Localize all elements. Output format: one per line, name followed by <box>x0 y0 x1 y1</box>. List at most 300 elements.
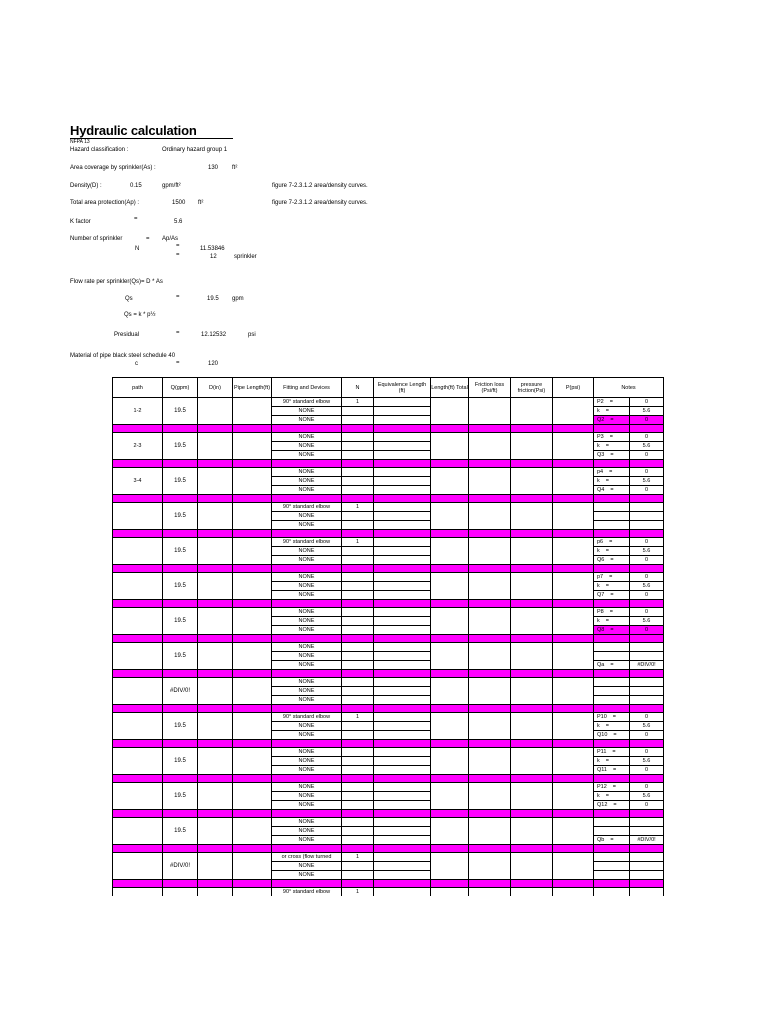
separator-cell <box>469 495 511 503</box>
note-equals: = <box>613 802 617 808</box>
sprinkler-count-formula: Ap/As <box>162 236 179 242</box>
flow-rate-label: Flow rate per sprinkler(Qs)= D * As <box>70 279 163 285</box>
note-symbol: k <box>597 758 600 764</box>
sprinkler-n-eq-2: = <box>176 252 180 258</box>
separator-cell <box>594 530 630 538</box>
separator-cell <box>553 460 594 468</box>
length-total-cell <box>431 608 469 635</box>
note-value-cell: 5.6 <box>630 547 664 556</box>
separator-cell <box>342 600 374 608</box>
separator-cell <box>553 600 594 608</box>
d-cell <box>198 678 233 705</box>
note-value-cell <box>630 696 664 705</box>
presidual-label: Presidual <box>114 332 140 338</box>
note-symbol: k <box>597 723 600 729</box>
note-label-cell <box>594 871 630 880</box>
note-value-cell <box>630 853 664 862</box>
d-cell <box>198 818 233 845</box>
note-symbol: p7 <box>597 574 604 580</box>
note-label-cell <box>594 442 630 451</box>
p-cell <box>553 503 594 530</box>
n-cell <box>342 731 374 740</box>
fitting-cell: NONE <box>272 451 342 460</box>
qs-unit: gpm <box>232 296 244 302</box>
separator-cell <box>431 670 469 678</box>
separator-cell <box>511 845 553 853</box>
n-cell: 1 <box>342 713 374 722</box>
separator-cell <box>469 775 511 783</box>
p-cell <box>553 608 594 635</box>
note-value-cell: 0 <box>630 626 664 635</box>
path-cell <box>113 853 163 880</box>
note-label-cell <box>594 853 630 862</box>
note-symbol: P3 <box>597 434 604 440</box>
fitting-cell: NONE <box>272 722 342 731</box>
note-equals: = <box>610 452 614 458</box>
note-value-cell: 5.6 <box>630 722 664 731</box>
hydraulic-table <box>112 377 664 896</box>
table-row <box>113 573 664 582</box>
note-value-cell <box>630 521 664 530</box>
equivalence-length-cell <box>374 652 431 661</box>
qs-symbol: Qs <box>125 296 133 302</box>
table-row <box>113 398 664 407</box>
separator-row <box>113 495 664 503</box>
friction-loss-cell <box>469 748 511 775</box>
table-row <box>113 888 664 897</box>
page-title: Hydraulic calculation <box>70 123 197 138</box>
d-cell <box>198 713 233 740</box>
separator-cell <box>374 810 431 818</box>
friction-loss-cell <box>469 643 511 670</box>
fitting-cell: NONE <box>272 416 342 425</box>
fitting-cell: NONE <box>272 827 342 836</box>
fitting-cell: NONE <box>272 818 342 827</box>
d-cell <box>198 888 233 897</box>
n-cell <box>342 792 374 801</box>
fitting-cell: 90° standard elbow <box>272 538 342 547</box>
equivalence-length-cell <box>374 547 431 556</box>
equivalence-length-cell <box>374 696 431 705</box>
separator-cell <box>594 670 630 678</box>
separator-cell <box>469 565 511 573</box>
note-label-cell <box>594 652 630 661</box>
note-value-cell: 0 <box>630 748 664 757</box>
pressure-friction-cell <box>511 608 553 635</box>
p-cell <box>553 643 594 670</box>
qs-value: 19.5 <box>207 296 219 302</box>
separator-cell <box>469 460 511 468</box>
equivalence-length-cell <box>374 731 431 740</box>
length-total-cell <box>431 433 469 460</box>
fitting-cell: NONE <box>272 661 342 670</box>
separator-cell <box>431 845 469 853</box>
header-q: Q(gpm) <box>163 378 198 398</box>
path-cell <box>113 713 163 740</box>
separator-cell <box>553 845 594 853</box>
separator-cell <box>342 495 374 503</box>
n-cell <box>342 512 374 521</box>
equivalence-length-cell <box>374 486 431 495</box>
separator-cell <box>630 635 664 643</box>
separator-cell <box>342 425 374 433</box>
note-label-cell <box>594 512 630 521</box>
separator-cell <box>630 565 664 573</box>
separator-cell <box>511 880 553 888</box>
note-value-cell: 5.6 <box>630 617 664 626</box>
pipe-length-cell <box>233 538 272 565</box>
sprinkler-n-eq: = <box>176 243 180 249</box>
d-cell <box>198 398 233 425</box>
equivalence-length-cell <box>374 626 431 635</box>
note-symbol: Q12 <box>597 802 608 808</box>
separator-cell <box>630 775 664 783</box>
equivalence-length-cell <box>374 591 431 600</box>
note-equals: = <box>605 548 609 554</box>
separator-row <box>113 670 664 678</box>
sprinkler-n-unit: sprinkler <box>234 254 257 260</box>
n-cell <box>342 556 374 565</box>
note-label-cell <box>594 398 630 407</box>
note-label-cell <box>594 486 630 495</box>
fitting-cell: NONE <box>272 783 342 792</box>
table-row <box>113 853 664 862</box>
header-length-total: Length(ft) Total <box>431 378 469 398</box>
length-total-cell <box>431 748 469 775</box>
n-cell <box>342 678 374 687</box>
header-d: D(in) <box>198 378 233 398</box>
d-cell <box>198 468 233 495</box>
separator-cell <box>594 775 630 783</box>
hazard-label: Hazard classification : <box>70 147 129 153</box>
header-pipe-length: Pipe Length(ft) <box>233 378 272 398</box>
q-cell: 19.5 <box>163 713 198 740</box>
note-equals: = <box>612 784 617 790</box>
equivalence-length-cell <box>374 713 431 722</box>
note-symbol: k <box>597 793 600 799</box>
pressure-friction-cell <box>511 503 553 530</box>
note-label-cell <box>594 433 630 442</box>
note-label-cell <box>594 862 630 871</box>
separator-row <box>113 810 664 818</box>
total-area-label: Total area protection(Ap) : <box>70 200 140 206</box>
separator-cell <box>374 600 431 608</box>
separator-cell <box>374 565 431 573</box>
friction-loss-cell <box>469 573 511 600</box>
fitting-cell: NONE <box>272 678 342 687</box>
equivalence-length-cell <box>374 783 431 792</box>
area-label: Area coverage by sprinkler(As) : <box>70 165 156 171</box>
separator-cell <box>113 845 163 853</box>
note-value-cell: #DIV/0! <box>630 836 664 845</box>
table-row <box>113 503 664 512</box>
note-equals: = <box>610 627 614 633</box>
n-cell <box>342 547 374 556</box>
separator-cell <box>374 635 431 643</box>
separator-row <box>113 635 664 643</box>
separator-cell <box>272 425 342 433</box>
separator-cell <box>272 460 342 468</box>
header-notes: Notes <box>594 378 664 398</box>
separator-cell <box>511 740 553 748</box>
separator-cell <box>630 460 664 468</box>
n-cell <box>342 783 374 792</box>
equivalence-length-cell <box>374 538 431 547</box>
note-label-cell <box>594 407 630 416</box>
separator-cell <box>113 705 163 713</box>
total-area-unit: ft² <box>198 200 204 206</box>
pipe-length-cell <box>233 853 272 880</box>
n-cell <box>342 617 374 626</box>
length-total-cell <box>431 468 469 495</box>
separator-cell <box>469 810 511 818</box>
q-cell: 19.5 <box>163 468 198 495</box>
note-value-cell: 0 <box>630 766 664 775</box>
separator-cell <box>198 600 233 608</box>
separator-cell <box>233 530 272 538</box>
separator-cell <box>431 460 469 468</box>
note-equals: = <box>612 749 616 755</box>
path-cell <box>113 678 163 705</box>
separator-cell <box>233 635 272 643</box>
pipe-length-cell <box>233 643 272 670</box>
separator-cell <box>630 600 664 608</box>
length-total-cell <box>431 538 469 565</box>
equivalence-length-cell <box>374 643 431 652</box>
equivalence-length-cell <box>374 888 431 897</box>
equivalence-length-cell <box>374 521 431 530</box>
note-label-cell <box>594 818 630 827</box>
fitting-cell: 90° standard elbow <box>272 888 342 897</box>
separator-cell <box>163 600 198 608</box>
friction-loss-cell <box>469 503 511 530</box>
note-equals: = <box>609 399 613 405</box>
note-label-cell <box>594 801 630 810</box>
n-cell: 1 <box>342 853 374 862</box>
note-symbol: k <box>597 408 600 414</box>
p-cell <box>553 748 594 775</box>
note-equals: = <box>610 557 614 563</box>
n-cell: 1 <box>342 888 374 897</box>
note-value-cell: 0 <box>630 608 664 617</box>
separator-cell <box>198 810 233 818</box>
pressure-friction-cell <box>511 853 553 880</box>
fitting-cell: 90° standard elbow <box>272 713 342 722</box>
table-row <box>113 643 664 652</box>
separator-cell <box>511 530 553 538</box>
note-label-cell <box>594 766 630 775</box>
density-label: Density(D) : <box>70 183 102 189</box>
pressure-friction-cell <box>511 713 553 740</box>
separator-cell <box>594 495 630 503</box>
pressure-friction-cell <box>511 573 553 600</box>
fitting-cell: NONE <box>272 608 342 617</box>
hazard-value: Ordinary hazard group 1 <box>162 147 228 153</box>
separator-cell <box>511 670 553 678</box>
separator-row <box>113 880 664 888</box>
separator-cell <box>469 530 511 538</box>
friction-loss-cell <box>469 538 511 565</box>
equivalence-length-cell <box>374 836 431 845</box>
n-cell <box>342 573 374 582</box>
table-header-row <box>113 378 664 398</box>
fitting-cell: NONE <box>272 407 342 416</box>
n-cell <box>342 687 374 696</box>
separator-cell <box>342 705 374 713</box>
n-cell <box>342 801 374 810</box>
q-cell: 19.5 <box>163 818 198 845</box>
separator-cell <box>630 530 664 538</box>
note-value-cell <box>630 503 664 512</box>
separator-cell <box>469 670 511 678</box>
note-label-cell <box>594 556 630 565</box>
note-value-cell: 0 <box>630 591 664 600</box>
length-total-cell <box>431 713 469 740</box>
fitting-cell: NONE <box>272 801 342 810</box>
separator-cell <box>553 635 594 643</box>
material-label: Material of pipe black steel schedule 40 <box>70 353 176 359</box>
n-cell <box>342 827 374 836</box>
header-friction-loss: Friction loss (Psi/ft) <box>469 378 511 398</box>
presidual-value: 12.12532 <box>201 332 227 338</box>
n-cell <box>342 582 374 591</box>
note-value-cell <box>630 652 664 661</box>
note-label-cell <box>594 713 630 722</box>
separator-cell <box>511 425 553 433</box>
pressure-friction-cell <box>511 433 553 460</box>
separator-cell <box>113 740 163 748</box>
path-cell <box>113 888 163 897</box>
separator-cell <box>553 495 594 503</box>
pipe-length-cell <box>233 398 272 425</box>
note-value-cell: 0 <box>630 713 664 722</box>
separator-cell <box>272 740 342 748</box>
note-symbol: k <box>597 548 600 554</box>
separator-cell <box>272 775 342 783</box>
fitting-cell: NONE <box>272 696 342 705</box>
note-value-cell <box>630 687 664 696</box>
length-total-cell <box>431 888 469 897</box>
note-label-cell <box>594 591 630 600</box>
note-label-cell <box>594 836 630 845</box>
pipe-length-cell <box>233 818 272 845</box>
separator-cell <box>113 810 163 818</box>
note-symbol: k <box>597 583 600 589</box>
note-equals: = <box>605 793 609 799</box>
n-cell <box>342 836 374 845</box>
note-label-cell <box>594 731 630 740</box>
n-cell <box>342 442 374 451</box>
equivalence-length-cell <box>374 442 431 451</box>
note-value-cell <box>630 827 664 836</box>
separator-cell <box>113 565 163 573</box>
note-equals: = <box>605 723 609 729</box>
note-label-cell <box>594 451 630 460</box>
separator-cell <box>198 740 233 748</box>
separator-cell <box>163 775 198 783</box>
note-label-cell <box>594 748 630 757</box>
separator-cell <box>594 425 630 433</box>
separator-cell <box>233 705 272 713</box>
separator-cell <box>113 460 163 468</box>
pipe-length-cell <box>233 678 272 705</box>
note-value-cell: #DIV/0! <box>630 661 664 670</box>
separator-cell <box>431 810 469 818</box>
n-cell: 1 <box>342 503 374 512</box>
equivalence-length-cell <box>374 573 431 582</box>
separator-cell <box>553 670 594 678</box>
note-label-cell <box>594 573 630 582</box>
separator-cell <box>553 740 594 748</box>
note-symbol: k <box>597 478 600 484</box>
note-equals: = <box>610 487 614 493</box>
separator-cell <box>431 565 469 573</box>
pressure-friction-cell <box>511 678 553 705</box>
separator-cell <box>374 460 431 468</box>
separator-cell <box>342 740 374 748</box>
separator-cell <box>553 880 594 888</box>
note-label-cell <box>594 757 630 766</box>
separator-cell <box>374 705 431 713</box>
length-total-cell <box>431 573 469 600</box>
note-equals: = <box>605 583 609 589</box>
separator-row <box>113 565 664 573</box>
q-cell <box>163 888 198 897</box>
pipe-length-cell <box>233 573 272 600</box>
equivalence-length-cell <box>374 678 431 687</box>
separator-cell <box>511 635 553 643</box>
separator-cell <box>113 600 163 608</box>
separator-cell <box>431 495 469 503</box>
separator-cell <box>594 565 630 573</box>
separator-row <box>113 530 664 538</box>
separator-cell <box>469 845 511 853</box>
p-cell <box>553 853 594 880</box>
fitting-cell: NONE <box>272 731 342 740</box>
separator-row <box>113 460 664 468</box>
note-label-cell <box>594 503 630 512</box>
note-equals: = <box>605 478 609 484</box>
fitting-cell: NONE <box>272 643 342 652</box>
separator-cell <box>594 845 630 853</box>
separator-cell <box>469 600 511 608</box>
fitting-cell: NONE <box>272 486 342 495</box>
separator-cell <box>511 810 553 818</box>
header-pressure-friction: pressure friction(Psi) <box>511 378 553 398</box>
sprinkler-count-eq: = <box>146 236 150 242</box>
fitting-cell: NONE <box>272 477 342 486</box>
fitting-cell: NONE <box>272 862 342 871</box>
equivalence-length-cell <box>374 801 431 810</box>
note-value-cell <box>630 871 664 880</box>
q-cell: 19.5 <box>163 783 198 810</box>
separator-cell <box>342 775 374 783</box>
total-area-value: 1500 <box>172 200 186 206</box>
equivalence-length-cell <box>374 722 431 731</box>
n-cell <box>342 696 374 705</box>
separator-cell <box>594 810 630 818</box>
separator-cell <box>431 530 469 538</box>
d-cell <box>198 853 233 880</box>
separator-cell <box>431 600 469 608</box>
separator-cell <box>198 845 233 853</box>
separator-cell <box>233 880 272 888</box>
length-total-cell <box>431 818 469 845</box>
note-symbol: P11 <box>597 749 607 755</box>
n-cell <box>342 433 374 442</box>
fitting-cell: NONE <box>272 652 342 661</box>
separator-cell <box>342 880 374 888</box>
